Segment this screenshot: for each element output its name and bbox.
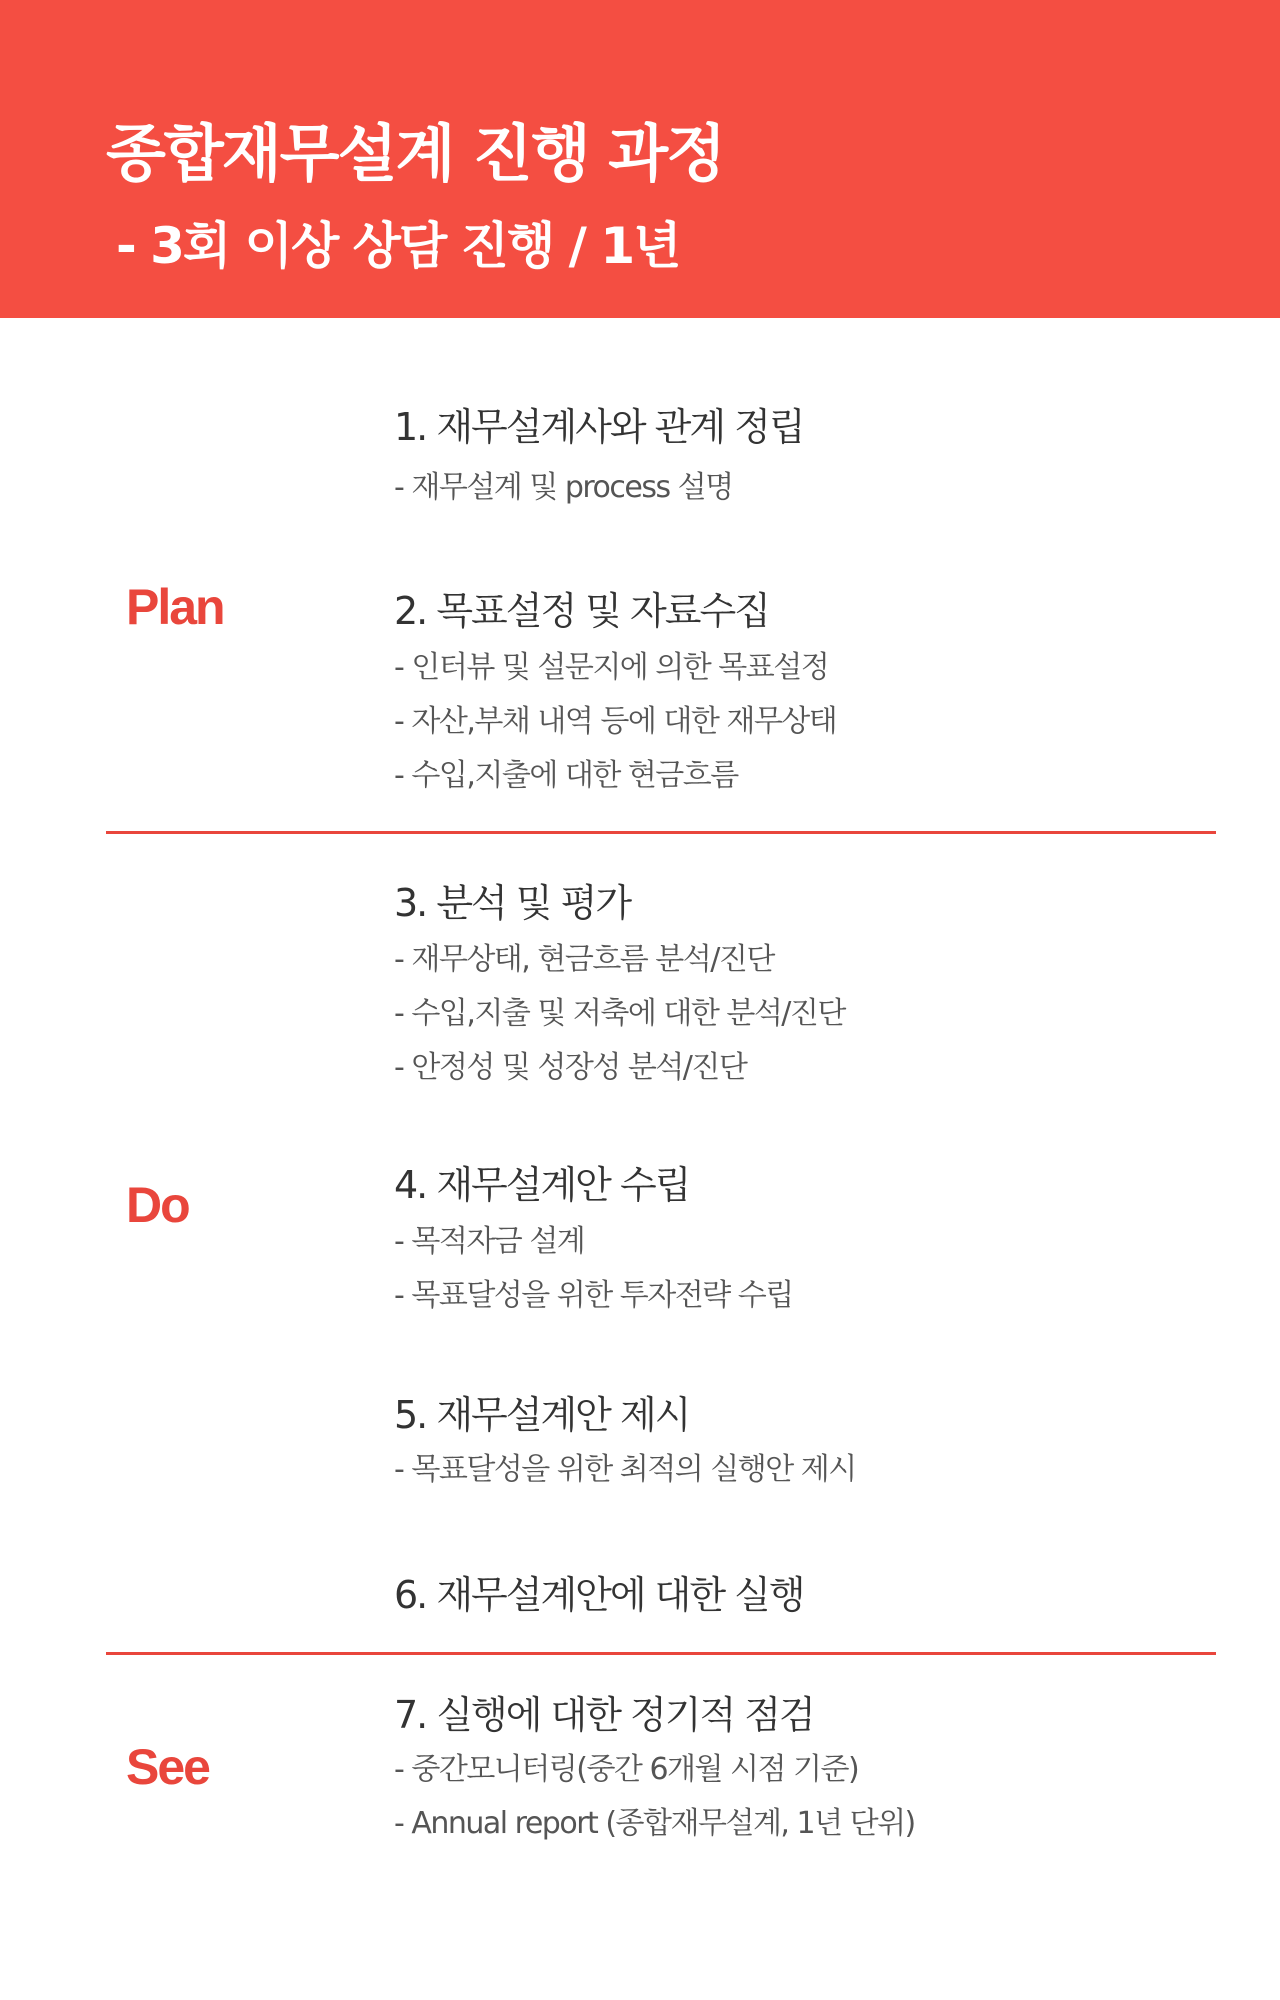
- step-item: - 목적자금 설계: [394, 1224, 585, 1259]
- step-item: - 재무설계 및 process 설명: [394, 470, 733, 505]
- step-item: - 재무상태, 현금흐름 분석/진단: [394, 942, 774, 977]
- step-item: - Annual report (종합재무설계, 1년 단위): [394, 1806, 915, 1841]
- step-title: 6. 재무설계안에 대한 실행: [394, 1573, 804, 1617]
- step-title: 7. 실행에 대한 정기적 점검: [394, 1693, 814, 1737]
- step-item: - 자산,부채 내역 등에 대한 재무상태: [394, 704, 837, 739]
- header-banner: [0, 0, 1280, 318]
- step-item: - 수입,지출 및 저축에 대한 분석/진단: [394, 996, 845, 1031]
- divider-plan-do: [106, 831, 1216, 834]
- step-title: 5. 재무설계안 제시: [394, 1393, 690, 1437]
- step-title: 1. 재무설계사와 관계 정립: [394, 405, 804, 449]
- step-item: - 인터뷰 및 설문지에 의한 목표설정: [394, 650, 829, 685]
- phase-label-plan: Plan: [126, 579, 224, 635]
- step-title: 4. 재무설계안 수립: [394, 1163, 690, 1207]
- step-item: - 목표달성을 위한 최적의 실행안 제시: [394, 1452, 856, 1487]
- step-item: - 수입,지출에 대한 현금흐름: [394, 758, 738, 793]
- page-title: 종합재무설계 진행 과정: [106, 117, 725, 190]
- step-title: 3. 분석 및 평가: [394, 881, 631, 925]
- phase-label-see: See: [126, 1739, 209, 1795]
- step-item: - 안정성 및 성장성 분석/진단: [394, 1050, 747, 1085]
- page-subtitle: - 3회 이상 상담 진행 / 1년: [116, 217, 680, 275]
- step-item: - 중간모니터링(중간 6개월 시점 기준): [394, 1752, 859, 1787]
- step-item: - 목표달성을 위한 투자전략 수립: [394, 1278, 793, 1313]
- phase-label-do: Do: [126, 1177, 189, 1233]
- divider-do-see: [106, 1652, 1216, 1655]
- step-title: 2. 목표설정 및 자료수집: [394, 589, 769, 633]
